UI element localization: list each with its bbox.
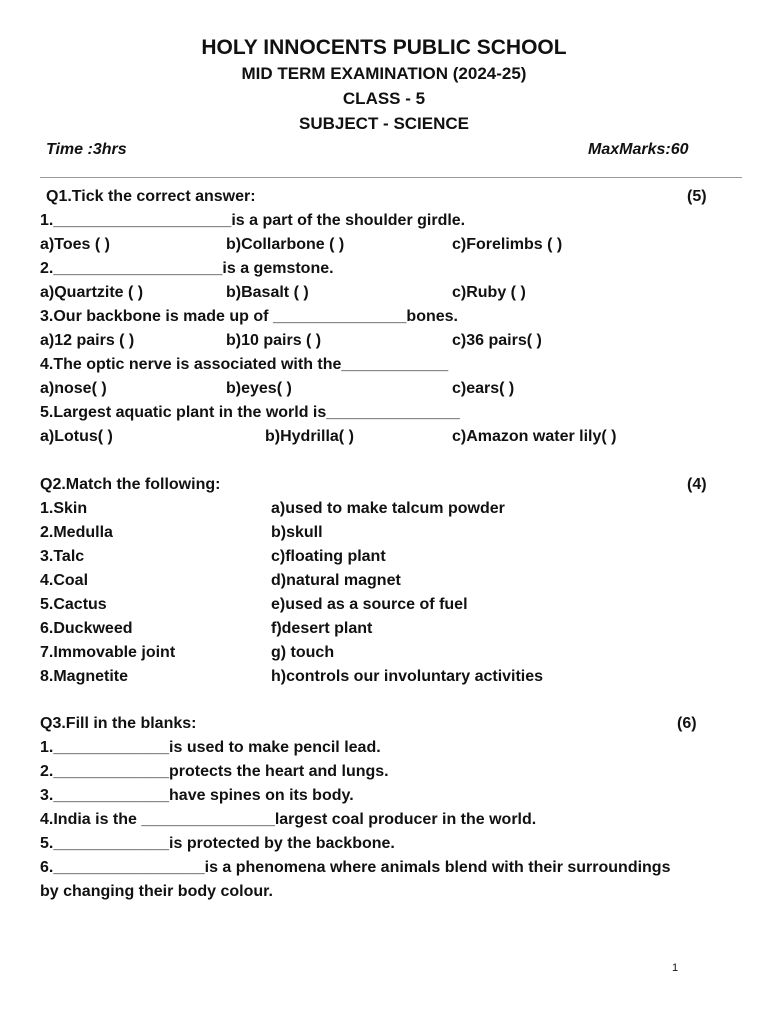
q1-option-a: a)Toes ( ) [40,236,110,253]
max-marks-label: MaxMarks:60 [588,141,689,158]
q1-option-c: c)Forelimbs ( ) [452,236,563,253]
q1-question-5: 5.Largest aquatic plant in the world is_______________ [40,404,460,421]
class-label: CLASS - 5 [342,89,426,108]
page-number: 1 [672,962,679,974]
q2-left-item: 5.Cactus [40,596,107,613]
q2-right-item: a)used to make talcum powder [271,500,505,517]
q2-left-item: 1.Skin [40,500,88,517]
q2-right-item: c)floating plant [271,548,386,565]
q1-option-c: c)Ruby ( ) [452,284,526,301]
q3-item: 6._________________is a phenomena where animals blend with their surroundings [40,859,671,876]
q2-left-item: 6.Duckweed [40,620,133,637]
q1-marks: (5) [687,188,707,205]
q1-question-4: 4.The optic nerve is associated with the____________ [40,356,449,373]
q1-option-a: a)nose( ) [40,380,107,397]
q2-right-item: d)natural magnet [271,572,401,589]
q1-question-1: 1.____________________is a part of the shoulder girdle. [40,212,466,229]
q1-option-a: a)Quartzite ( ) [40,284,144,301]
q3-marks: (6) [677,715,697,732]
q2-right-item: b)skull [271,524,323,541]
q3-title: Q3.Fill in the blanks: [40,715,197,732]
q3-item: 3._____________have spines on its body. [40,787,354,804]
q3-item: 4.India is the _______________largest coal producer in the world. [40,811,537,828]
q1-option-a: a)12 pairs ( ) [40,332,135,349]
q1-option-c: c)36 pairs( ) [452,332,542,349]
q1-option-c: c)ears( ) [452,380,515,397]
q3-item-continuation: by changing their body colour. [40,883,273,900]
q2-right-item: e)used as a source of fuel [271,596,468,613]
school-name: HOLY INNOCENTS PUBLIC SCHOOL [201,36,567,59]
q1-question-3: 3.Our backbone is made up of _______________bones. [40,308,458,325]
q1-title: Q1.Tick the correct answer: [46,188,256,205]
q2-left-item: 2.Medulla [40,524,113,541]
q1-option-b: b)Basalt ( ) [226,284,309,301]
subject-label: SUBJECT - SCIENCE [298,114,470,133]
q1-option-a: a)Lotus( ) [40,428,113,445]
q2-title: Q2.Match the following: [40,476,221,493]
q3-item: 2._____________protects the heart and lungs. [40,763,389,780]
time-label: Time :3hrs [46,141,127,158]
q1-option-b: b)Collarbone ( ) [226,236,345,253]
q2-right-item: h)controls our involuntary activities [271,668,544,685]
q1-option-b: b)10 pairs ( ) [226,332,322,349]
q2-marks: (4) [687,476,707,493]
q1-option-c: c)Amazon water lily( ) [452,428,617,445]
q3-item: 1._____________is used to make pencil lead. [40,739,381,756]
q2-left-item: 7.Immovable joint [40,644,176,661]
exam-title: MID TERM EXAMINATION (2024-25) [241,64,527,83]
q2-left-item: 4.Coal [40,572,89,589]
q2-left-item: 3.Talc [40,548,85,565]
q1-question-2: 2.___________________is a gemstone. [40,260,334,277]
q2-right-item: f)desert plant [271,620,373,637]
header-divider [40,177,742,178]
q2-right-item: g) touch [271,644,335,661]
q1-option-b: b)Hydrilla( ) [265,428,354,445]
q1-option-b: b)eyes( ) [226,380,292,397]
q3-item: 5._____________is protected by the backbone. [40,835,395,852]
q2-left-item: 8.Magnetite [40,668,129,685]
